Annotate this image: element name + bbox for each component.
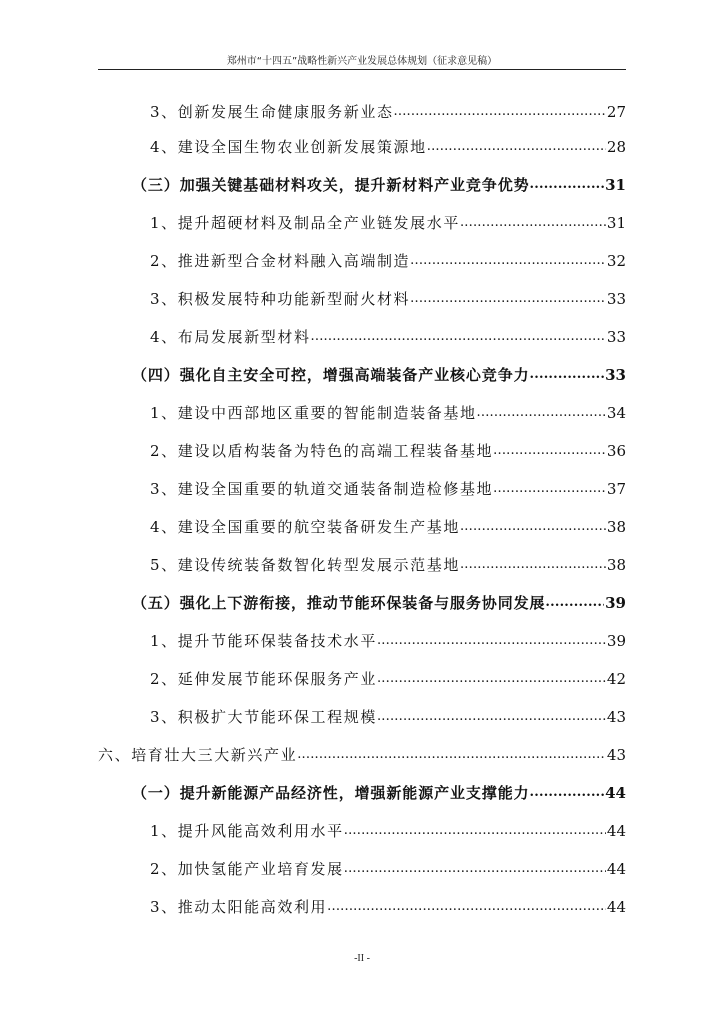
toc-entry-section-3-new-materials[interactable] [132,171,626,195]
toc-leader-dots [477,401,606,423]
toc-leader-dots [377,705,606,727]
toc-leader-dots [530,781,605,803]
toc-entry-2-hydrogen-energy[interactable] [150,855,626,879]
toc-leader-dots [460,553,606,575]
toc-page-number: 33 [605,366,626,384]
toc-leader-dots [377,667,606,689]
toc-leader-dots [327,895,606,917]
toc-entry-title: （一）提升新能源产品经济性，增强新能源产业支撑能力 [132,784,530,802]
toc-leader-dots [344,857,606,879]
toc-page-number: 44 [606,822,626,840]
toc-entry-title: （三）加强关键基础材料攻关，提升新材料产业竞争优势 [132,176,530,194]
toc-leader-dots [410,287,606,309]
toc-entry-title: 3、建设全国重要的轨道交通装备制造检修基地 [150,480,494,498]
toc-page-number: 37 [606,480,626,498]
toc-page-number: 39 [606,632,626,650]
toc-entry-5-digital-transformation-base[interactable] [150,551,626,575]
toc-entry-title: 4、布局发展新型材料 [150,328,311,346]
toc-page-number: 42 [606,670,626,688]
toc-entry-1-intelligent-manufacturing-base[interactable] [150,399,626,423]
toc-page-number: 38 [606,518,626,536]
toc-entry-title: （五）强化上下游衔接，推动节能环保装备与服务协同发展 [132,594,546,612]
toc-page-number: 27 [606,103,626,121]
toc-page-number: 38 [606,556,626,574]
toc-page-number: 31 [606,214,626,232]
toc-entry-title: 3、积极扩大节能环保工程规模 [150,708,377,726]
toc-entry-title: 2、加快氢能产业培育发展 [150,860,344,878]
page-number-footer: -II - [354,953,370,964]
toc-entry-section-1-new-energy[interactable] [132,779,626,803]
toc-entry-title: 3、积极发展特种功能新型耐火材料 [150,290,411,308]
toc-entry-4-bio-agriculture[interactable] [150,133,626,157]
toc-entry-3-solar-energy[interactable] [150,893,626,917]
toc-entry-title: 1、提升节能环保装备技术水平 [150,632,377,650]
toc-entry-title: 5、建设传统装备数智化转型发展示范基地 [150,556,460,574]
toc-page-number: 33 [606,290,626,308]
toc-page-number: 33 [606,328,626,346]
toc-leader-dots [427,135,606,157]
toc-leader-dots [297,743,606,765]
toc-leader-dots [394,100,606,122]
toc-leader-dots [545,591,604,613]
toc-page-number: 34 [606,404,626,422]
toc-entry-3-rail-transit-base[interactable] [150,475,626,499]
toc-page-number: 44 [605,784,626,802]
toc-entry-title: 1、提升风能高效利用水平 [150,822,344,840]
toc-entry-title: 1、提升超硬材料及制品全产业链发展水平 [150,214,460,232]
toc-entry-section-5-energy-saving[interactable] [132,589,626,613]
toc-entry-4-aviation-equipment-base[interactable] [150,513,626,537]
toc-page-number: 32 [606,252,626,270]
toc-leader-dots [530,173,605,195]
toc-page-number: 28 [606,138,626,156]
toc-leader-dots [493,477,606,499]
toc-leader-dots [460,211,606,233]
toc-page-number: 44 [606,860,626,878]
toc-entry-1-energy-saving-technology[interactable] [150,627,626,651]
toc-entry-chapter-6-emerging-industries[interactable] [98,741,626,765]
toc-entry-2-shield-equipment-base[interactable] [150,437,626,461]
toc-entry-title: （四）强化自主安全可控，增强高端装备产业核心竞争力 [132,366,530,384]
toc-leader-dots [460,515,606,537]
toc-entry-title: 4、建设全国重要的航空装备研发生产基地 [150,518,460,536]
toc-page-number: 39 [605,594,626,612]
toc-entry-1-superhard-materials[interactable] [150,209,626,233]
toc-entry-title: 3、创新发展生命健康服务新业态 [150,103,394,121]
toc-page-number: 44 [606,898,626,916]
toc-page-number: 31 [605,176,626,194]
toc-entry-title: 2、建设以盾构装备为特色的高端工程装备基地 [150,442,494,460]
toc-entry-title: 2、推进新型合金材料融入高端制造 [150,252,411,270]
toc-entry-3-refractory-materials[interactable] [150,285,626,309]
toc-entry-title: 六、培育壮大三大新兴产业 [98,746,298,764]
toc-entry-title: 3、推动太阳能高效利用 [150,898,328,916]
toc-entry-title: 1、建设中西部地区重要的智能制造装备基地 [150,404,477,422]
toc-leader-dots [410,249,606,271]
toc-entry-3-innovative-health-services[interactable] [150,98,626,122]
toc-leader-dots [493,439,606,461]
toc-leader-dots [377,629,606,651]
toc-entry-title: 4、建设全国生物农业创新发展策源地 [150,138,427,156]
running-header: 郑州市“十四五”战略性新兴产业发展总体规划（征求意见稿） [226,56,498,67]
toc-entry-2-energy-saving-services[interactable] [150,665,626,689]
toc-entry-2-new-alloy-materials[interactable] [150,247,626,271]
toc-leader-dots [311,325,606,347]
toc-leader-dots [344,819,606,841]
toc-page-number: 43 [606,746,626,764]
toc-entry-1-wind-energy[interactable] [150,817,626,841]
toc-entry-section-4-high-end-equipment[interactable] [132,361,626,385]
toc-entry-3-energy-saving-engineering[interactable] [150,703,626,727]
toc-entry-title: 2、延伸发展节能环保服务产业 [150,670,377,688]
toc-page-number: 36 [606,442,626,460]
toc-entry-4-new-materials-layout[interactable] [150,323,626,347]
toc-page-number: 43 [606,708,626,726]
toc-leader-dots [530,363,605,385]
